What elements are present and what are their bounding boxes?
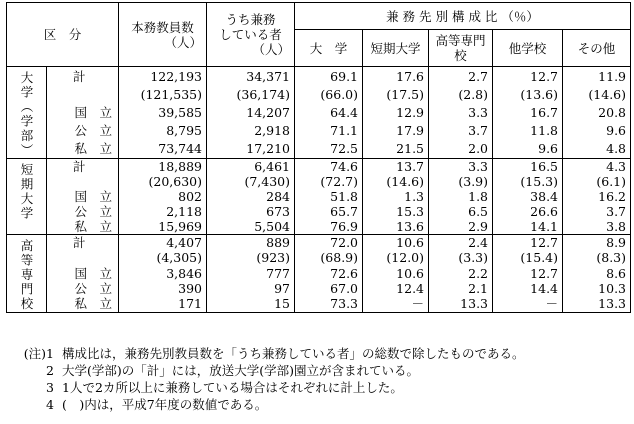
table-row xyxy=(7,140,631,159)
cell-ratio-0: 72.0 xyxy=(295,235,363,251)
cell-ratio-1: 12.9 xyxy=(363,103,429,121)
cell-ratio-1: (17.5) xyxy=(363,85,429,103)
cell-ratio-3: 12.7 xyxy=(493,266,563,281)
cell-ratio-4: 10.3 xyxy=(563,281,631,296)
row-subcategory: 私 立 xyxy=(47,140,119,159)
cell-concurrent: 777 xyxy=(207,266,295,281)
table-row xyxy=(7,67,631,86)
cell-ratio-2: 13.3 xyxy=(429,296,493,312)
header-col-4: その他 xyxy=(563,30,631,67)
table-row xyxy=(7,250,631,265)
note-mark: 4 xyxy=(46,397,54,412)
header-teachers-label: 本務教員数 xyxy=(131,19,194,35)
cell-concurrent: 97 xyxy=(207,281,295,296)
note-text: 構成比は，兼務先別教員数を「うち兼務している者」の総数で除したものである。 xyxy=(62,346,525,361)
table-row xyxy=(7,174,631,189)
cell-ratio-0: 69.1 xyxy=(295,67,363,86)
cell-ratio-4: (14.6) xyxy=(563,85,631,103)
cell-ratio-2: (3.3) xyxy=(429,250,493,265)
row-subcategory: 公 立 xyxy=(47,204,119,219)
cell-ratio-1: 10.6 xyxy=(363,235,429,251)
cell-ratio-2: 6.5 xyxy=(429,204,493,219)
cell-concurrent: (36,174) xyxy=(207,85,295,103)
cell-ratio-1: (12.0) xyxy=(363,250,429,265)
table-row xyxy=(7,219,631,235)
table-row xyxy=(7,103,631,121)
cell-ratio-2: 3.3 xyxy=(429,103,493,121)
table-row xyxy=(7,189,631,204)
cell-teachers: 8,795 xyxy=(119,122,207,140)
cell-ratio-2: 2.4 xyxy=(429,235,493,251)
group-label-text: 短期大学 xyxy=(19,163,34,221)
note-mark: 3 xyxy=(46,380,54,395)
cell-concurrent: 5,504 xyxy=(207,219,295,235)
row-subcategory: 公 立 xyxy=(47,122,119,140)
cell-ratio-3: 38.4 xyxy=(493,189,563,204)
cell-ratio-4: 8.6 xyxy=(563,266,631,281)
cell-ratio-3: (15.3) xyxy=(493,174,563,189)
row-subcategory xyxy=(47,250,119,265)
group-label-text: 大学（学部） xyxy=(19,71,34,158)
cell-ratio-3: 9.6 xyxy=(493,140,563,159)
cell-ratio-0: 65.7 xyxy=(295,204,363,219)
cell-ratio-2: 2.9 xyxy=(429,219,493,235)
cell-concurrent: 6,461 xyxy=(207,159,295,175)
group-label xyxy=(7,159,47,235)
cell-concurrent: 14,207 xyxy=(207,103,295,121)
cell-ratio-1: 12.4 xyxy=(363,281,429,296)
header-category: 区 分 xyxy=(7,3,119,67)
note-line xyxy=(6,396,525,413)
cell-teachers: (4,305) xyxy=(119,250,207,265)
note-text: 1人で2カ所以上に兼務している場合はそれぞれに計上した。 xyxy=(62,380,403,395)
notes xyxy=(6,345,525,413)
header-col-3: 他学校 xyxy=(493,30,563,67)
cell-concurrent: 15 xyxy=(207,296,295,312)
cell-ratio-1: 17.6 xyxy=(363,67,429,86)
cell-teachers: 3,846 xyxy=(119,266,207,281)
cell-concurrent: 673 xyxy=(207,204,295,219)
cell-ratio-2: 2.0 xyxy=(429,140,493,159)
table-row xyxy=(7,159,631,175)
cell-teachers: 4,407 xyxy=(119,235,207,251)
row-subcategory: 計 xyxy=(47,235,119,251)
note-mark: (注)1 xyxy=(23,346,54,361)
cell-ratio-4: 9.6 xyxy=(563,122,631,140)
cell-concurrent: 17,210 xyxy=(207,140,295,159)
cell-ratio-1: (14.6) xyxy=(363,174,429,189)
table-row xyxy=(7,122,631,140)
row-subcategory xyxy=(47,174,119,189)
row-subcategory: 計 xyxy=(47,159,119,175)
cell-ratio-2: (3.9) xyxy=(429,174,493,189)
table-row xyxy=(7,296,631,312)
cell-ratio-0: 51.8 xyxy=(295,189,363,204)
cell-ratio-3: 14.4 xyxy=(493,281,563,296)
cell-ratio-1: 21.5 xyxy=(363,140,429,159)
cell-ratio-3: 16.7 xyxy=(493,103,563,121)
header-col-2: 高等専門校 xyxy=(429,30,493,67)
cell-ratio-4: 3.8 xyxy=(563,219,631,235)
cell-ratio-4: (8.3) xyxy=(563,250,631,265)
cell-teachers: 390 xyxy=(119,281,207,296)
note-text: ( )内は，平成7年度の数値である。 xyxy=(62,397,268,412)
cell-ratio-2: (2.8) xyxy=(429,85,493,103)
cell-ratio-0: 76.9 xyxy=(295,219,363,235)
cell-concurrent: 34,371 xyxy=(207,67,295,86)
header-col-0: 大 学 xyxy=(295,30,363,67)
cell-ratio-1: 13.7 xyxy=(363,159,429,175)
cell-ratio-4: 4.3 xyxy=(563,159,631,175)
cell-teachers: 15,969 xyxy=(119,219,207,235)
note-line xyxy=(6,362,525,379)
cell-ratio-0: 72.5 xyxy=(295,140,363,159)
group-label-text: 高等専門校 xyxy=(19,239,34,312)
cell-ratio-0: 64.4 xyxy=(295,103,363,121)
cell-teachers: 122,193 xyxy=(119,67,207,86)
cell-ratio-4: 8.9 xyxy=(563,235,631,251)
header-teachers xyxy=(119,3,207,67)
header-col-1: 短期大学 xyxy=(363,30,429,67)
cell-teachers: 39,585 xyxy=(119,103,207,121)
row-subcategory: 国 立 xyxy=(47,266,119,281)
cell-ratio-4: 11.9 xyxy=(563,67,631,86)
cell-ratio-0: 74.6 xyxy=(295,159,363,175)
group-label xyxy=(7,67,47,159)
header-concurrent-unit: （人） xyxy=(252,42,291,57)
cell-ratio-0: (66.0) xyxy=(295,85,363,103)
cell-concurrent: 889 xyxy=(207,235,295,251)
cell-ratio-3: 16.5 xyxy=(493,159,563,175)
note-line xyxy=(6,379,525,396)
row-subcategory: 国 立 xyxy=(47,103,119,121)
cell-ratio-3: 12.7 xyxy=(493,67,563,86)
cell-ratio-2: 3.7 xyxy=(429,122,493,140)
cell-ratio-0: 71.1 xyxy=(295,122,363,140)
cell-ratio-4: 3.7 xyxy=(563,204,631,219)
header-concurrent xyxy=(207,3,295,67)
cell-ratio-1: 13.6 xyxy=(363,219,429,235)
cell-teachers: (121,535) xyxy=(119,85,207,103)
header-ratio-title: 兼 務 先 別 構 成 比 （％） xyxy=(295,3,631,30)
cell-ratio-3: (15.4) xyxy=(493,250,563,265)
cell-ratio-1: 17.9 xyxy=(363,122,429,140)
cell-teachers: 18,889 xyxy=(119,159,207,175)
row-subcategory: 国 立 xyxy=(47,189,119,204)
cell-ratio-2: 2.2 xyxy=(429,266,493,281)
cell-ratio-3: (13.6) xyxy=(493,85,563,103)
cell-ratio-3: － xyxy=(493,296,563,312)
row-subcategory: 私 立 xyxy=(47,219,119,235)
cell-ratio-3: 26.6 xyxy=(493,204,563,219)
row-subcategory: 公 立 xyxy=(47,281,119,296)
statistics-table xyxy=(6,2,631,313)
table-row xyxy=(7,281,631,296)
cell-ratio-4: (6.1) xyxy=(563,174,631,189)
header-teachers-unit: （人） xyxy=(164,34,203,50)
header-concurrent-line2: している者 xyxy=(219,27,282,42)
cell-teachers: 802 xyxy=(119,189,207,204)
cell-ratio-1: － xyxy=(363,296,429,312)
cell-concurrent: 284 xyxy=(207,189,295,204)
cell-ratio-2: 2.7 xyxy=(429,67,493,86)
cell-concurrent: (923) xyxy=(207,250,295,265)
table-row xyxy=(7,266,631,281)
cell-ratio-0: (68.9) xyxy=(295,250,363,265)
table-row xyxy=(7,235,631,251)
note-mark: 2 xyxy=(46,363,54,378)
cell-teachers: 2,118 xyxy=(119,204,207,219)
table-row xyxy=(7,85,631,103)
row-subcategory: 私 立 xyxy=(47,296,119,312)
cell-teachers: (20,630) xyxy=(119,174,207,189)
cell-ratio-1: 15.3 xyxy=(363,204,429,219)
header-concurrent-line1: うち兼務 xyxy=(225,12,276,27)
note-text: 大学(学部)の「計」には，放送大学(学部)園立が含まれている。 xyxy=(62,363,420,378)
cell-ratio-2: 1.8 xyxy=(429,189,493,204)
row-subcategory: 計 xyxy=(47,67,119,86)
cell-ratio-4: 4.8 xyxy=(563,140,631,159)
cell-ratio-0: (72.7) xyxy=(295,174,363,189)
row-subcategory xyxy=(47,85,119,103)
cell-ratio-1: 1.3 xyxy=(363,189,429,204)
cell-ratio-2: 2.1 xyxy=(429,281,493,296)
cell-ratio-4: 13.3 xyxy=(563,296,631,312)
group-label xyxy=(7,235,47,313)
cell-ratio-3: 14.1 xyxy=(493,219,563,235)
cell-teachers: 171 xyxy=(119,296,207,312)
cell-ratio-4: 16.2 xyxy=(563,189,631,204)
note-line xyxy=(6,345,525,362)
cell-ratio-0: 73.3 xyxy=(295,296,363,312)
cell-ratio-3: 12.7 xyxy=(493,235,563,251)
cell-concurrent: (7,430) xyxy=(207,174,295,189)
cell-ratio-0: 67.0 xyxy=(295,281,363,296)
cell-concurrent: 2,918 xyxy=(207,122,295,140)
cell-ratio-0: 72.6 xyxy=(295,266,363,281)
cell-ratio-2: 3.3 xyxy=(429,159,493,175)
cell-ratio-3: 11.8 xyxy=(493,122,563,140)
cell-ratio-4: 20.8 xyxy=(563,103,631,121)
cell-ratio-1: 10.6 xyxy=(363,266,429,281)
cell-teachers: 73,744 xyxy=(119,140,207,159)
table-row xyxy=(7,204,631,219)
